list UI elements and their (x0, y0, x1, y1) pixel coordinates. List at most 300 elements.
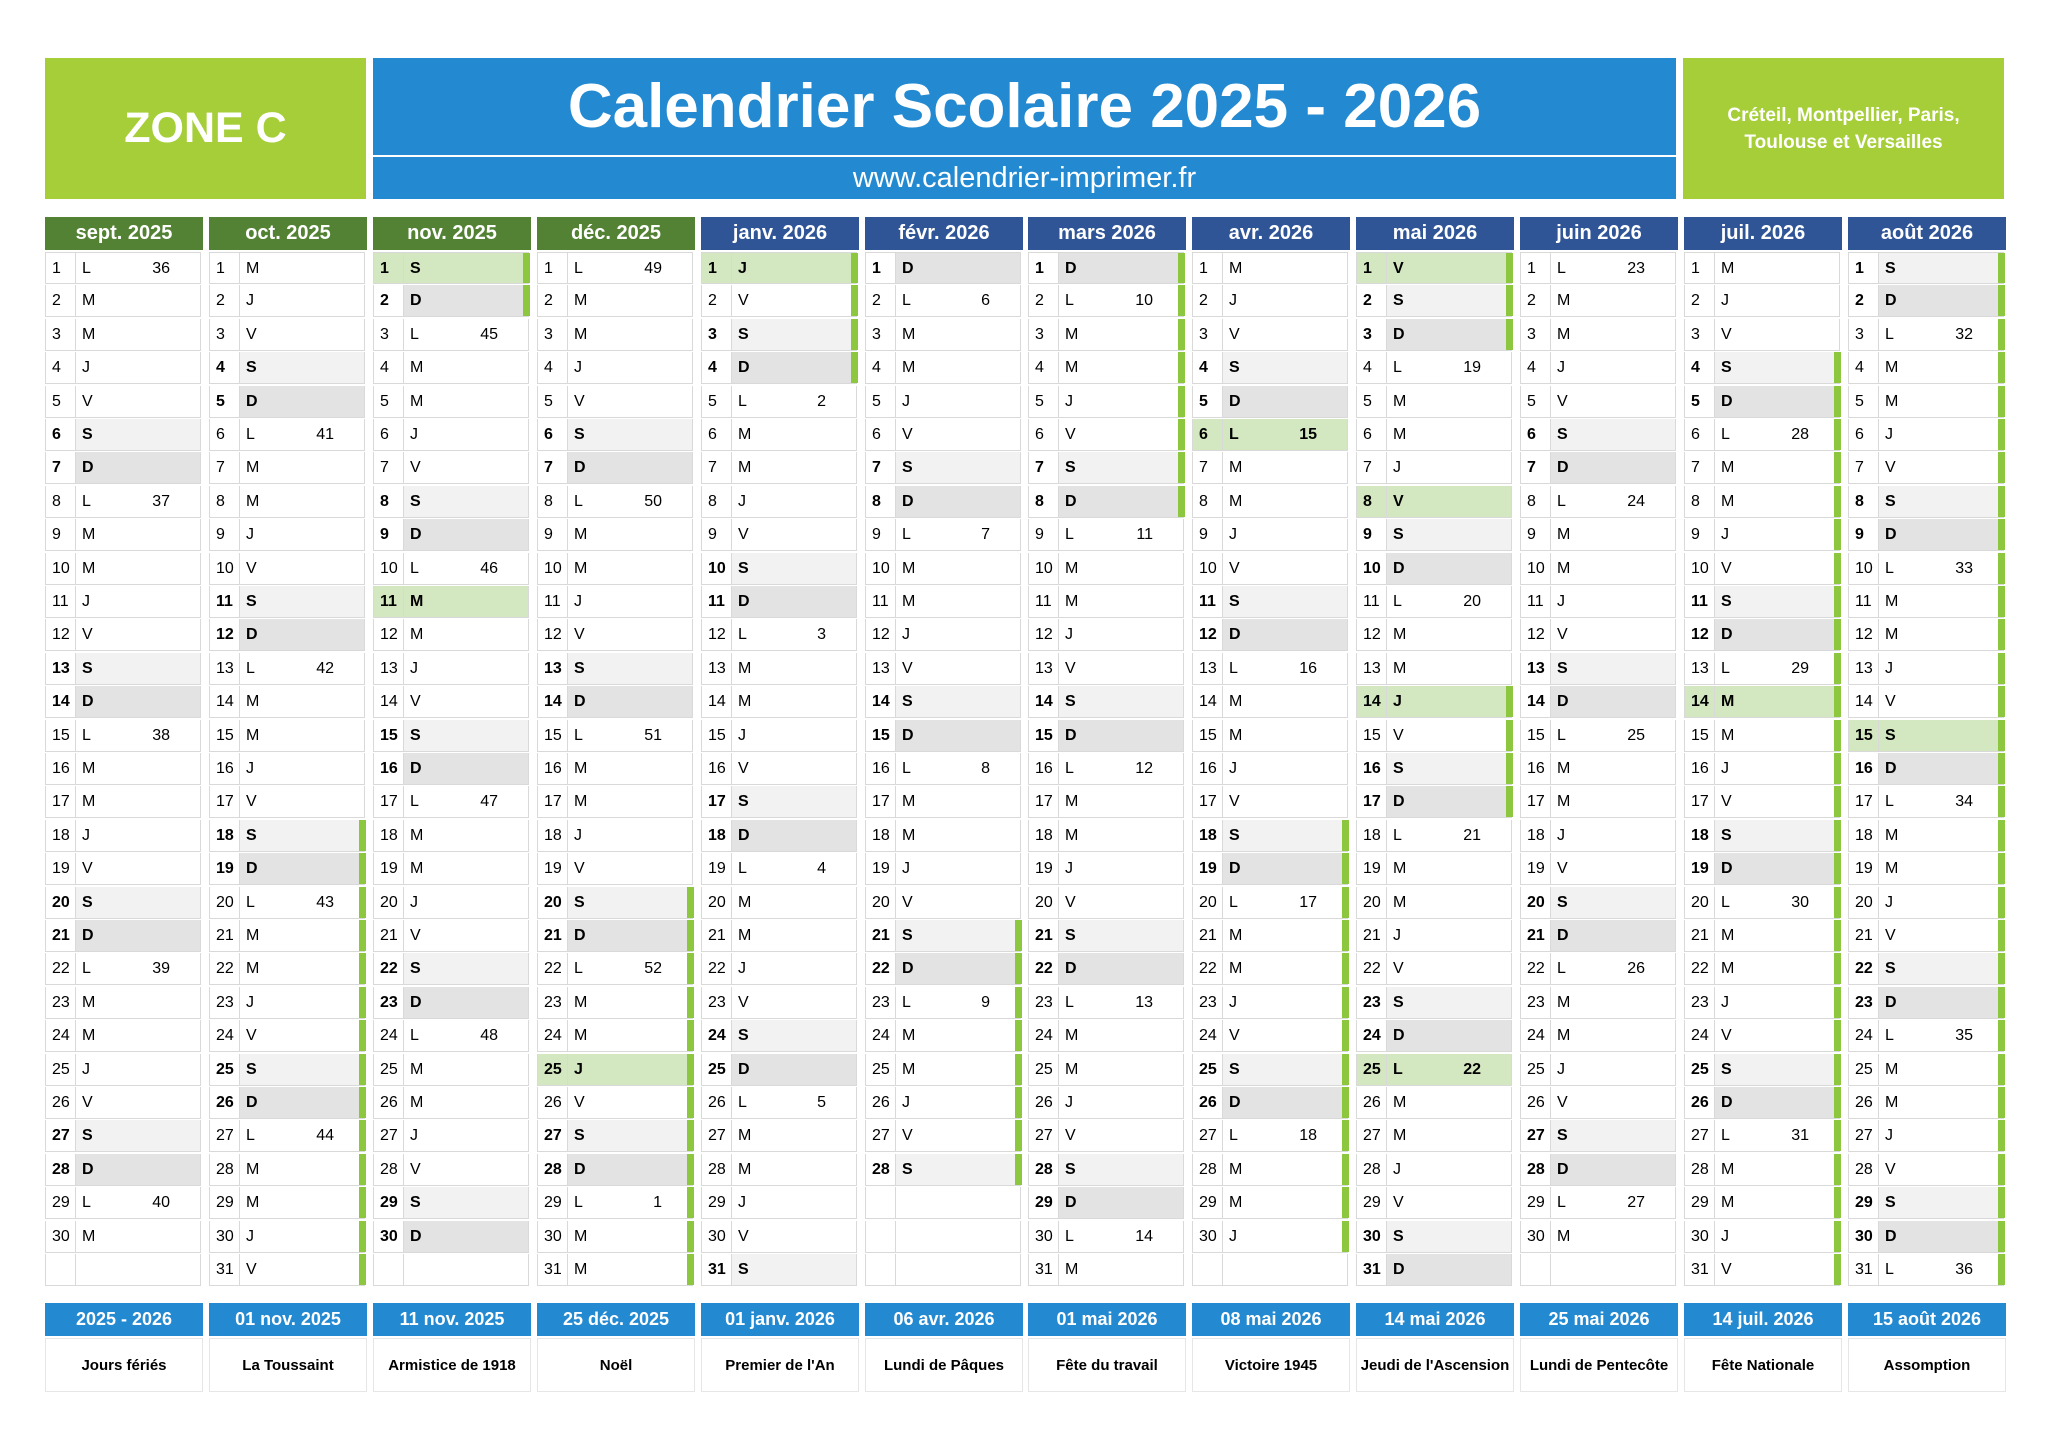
day-row (1520, 1187, 1676, 1219)
weekday-letter: M (902, 326, 916, 343)
day-row (1028, 285, 1184, 317)
weekday-letter: V (1065, 426, 1076, 443)
weekday-letter: S (246, 359, 257, 376)
day-number: 15 (872, 727, 890, 744)
weekday-letter: M (1557, 760, 1571, 777)
weekday-letter: D (410, 994, 422, 1011)
day-number: 15 (380, 727, 398, 744)
day-row (373, 419, 529, 451)
day-number: 28 (1855, 1161, 1873, 1178)
weekday-letter: D (1393, 560, 1405, 577)
week-number: 15 (1299, 426, 1317, 443)
day-number: 31 (708, 1261, 726, 1278)
day-number: 20 (1527, 894, 1545, 911)
week-number: 50 (644, 493, 662, 510)
day-row (1848, 720, 2004, 752)
day-row (865, 519, 1021, 551)
day-row (537, 887, 693, 919)
weekday-letter: V (1229, 560, 1240, 577)
week-number: 52 (644, 960, 662, 977)
day-number: 10 (1527, 560, 1545, 577)
week-number: 8 (981, 760, 990, 777)
day-row (1192, 419, 1348, 451)
day-number: 9 (1527, 526, 1536, 543)
site-url[interactable]: www.calendrier-imprimer.fr (373, 157, 1676, 199)
day-number: 21 (544, 927, 562, 944)
day-number: 28 (1527, 1161, 1545, 1178)
day-row (1028, 753, 1184, 785)
day-row (209, 1087, 365, 1119)
day-row (1684, 1221, 1840, 1253)
day-number: 16 (1035, 760, 1053, 777)
day-row (1684, 519, 1840, 551)
day-row (537, 252, 693, 284)
day-row (1520, 285, 1676, 317)
week-number: 2 (817, 393, 826, 410)
day-number: 10 (708, 560, 726, 577)
day-row (701, 920, 857, 952)
weekday-letter: J (1393, 927, 1401, 944)
day-number: 14 (216, 693, 234, 710)
day-row (1848, 1054, 2004, 1086)
day-row (701, 486, 857, 518)
week-number: 27 (1627, 1194, 1645, 1211)
weekday-letter: D (1885, 760, 1897, 777)
weekday-letter: M (1393, 426, 1407, 443)
weekday-letter: M (246, 727, 260, 744)
day-row (1356, 319, 1512, 351)
weekday-letter: S (246, 1061, 257, 1078)
weekday-letter: D (246, 626, 258, 643)
weekday-letter: J (82, 827, 90, 844)
day-row (1356, 386, 1512, 418)
day-row (865, 887, 1021, 919)
day-row (1684, 486, 1840, 518)
weekday-letter: D (246, 393, 258, 410)
day-number: 6 (708, 426, 717, 443)
weekday-letter: S (902, 1161, 913, 1178)
day-number: 23 (1199, 994, 1217, 1011)
day-number: 31 (1035, 1261, 1053, 1278)
day-row (1520, 252, 1676, 284)
day-row (1028, 452, 1184, 484)
week-number: 16 (1299, 660, 1317, 677)
day-row (1848, 753, 2004, 785)
day-number: 4 (872, 359, 881, 376)
day-row (1520, 586, 1676, 618)
day-row (1356, 920, 1512, 952)
holiday-name: Jours fériés (45, 1338, 203, 1392)
day-number: 28 (1199, 1161, 1217, 1178)
day-row (1848, 953, 2004, 985)
day-row (1192, 820, 1348, 852)
weekday-letter: V (246, 1261, 257, 1278)
day-number: 22 (544, 960, 562, 977)
day-row (701, 1154, 857, 1186)
day-number: 26 (1363, 1094, 1381, 1111)
weekday-letter: L (410, 793, 419, 810)
day-row (1192, 285, 1348, 317)
day-row (701, 1254, 857, 1286)
day-row (373, 786, 529, 818)
day-row (701, 452, 857, 484)
day-number: 1 (380, 260, 389, 277)
day-row (1356, 285, 1512, 317)
weekday-letter: V (1229, 793, 1240, 810)
day-row (865, 686, 1021, 718)
weekday-letter: D (1721, 1094, 1733, 1111)
day-row (1356, 786, 1512, 818)
day-row (373, 285, 529, 317)
day-row (373, 1187, 529, 1219)
weekday-letter: M (82, 292, 96, 309)
day-number: 19 (216, 860, 234, 877)
week-number: 21 (1463, 827, 1481, 844)
day-row (1028, 252, 1184, 284)
weekday-letter: L (1065, 292, 1074, 309)
weekday-letter: D (902, 960, 914, 977)
weekday-letter: V (246, 1027, 257, 1044)
weekday-letter: L (1393, 1061, 1403, 1078)
weekday-letter: M (738, 927, 752, 944)
day-row (1028, 1154, 1184, 1186)
weekday-letter: S (1229, 827, 1240, 844)
day-number: 6 (1035, 426, 1044, 443)
day-row (373, 753, 529, 785)
weekday-letter: V (1721, 1027, 1732, 1044)
day-row (865, 386, 1021, 418)
day-number: 22 (1691, 960, 1709, 977)
day-number: 11 (1691, 593, 1708, 610)
weekday-letter: V (1557, 393, 1568, 410)
day-row (45, 319, 201, 351)
day-row (373, 853, 529, 885)
day-number: 15 (1527, 727, 1545, 744)
weekday-letter: M (82, 760, 96, 777)
day-row (373, 920, 529, 952)
weekday-letter: V (1721, 326, 1732, 343)
weekday-letter: S (246, 827, 257, 844)
day-row (865, 853, 1021, 885)
weekday-letter: V (1557, 1094, 1568, 1111)
weekday-letter: V (1885, 693, 1896, 710)
weekday-letter: M (1393, 393, 1407, 410)
weekday-letter: D (902, 493, 914, 510)
day-number: 30 (216, 1228, 234, 1245)
day-number: 5 (380, 393, 389, 410)
day-row (537, 720, 693, 752)
day-number: 12 (872, 626, 890, 643)
day-row (45, 486, 201, 518)
day-row (45, 352, 201, 384)
weekday-letter: M (1229, 260, 1243, 277)
day-row (1356, 953, 1512, 985)
weekday-letter: M (1393, 626, 1407, 643)
day-number: 15 (544, 727, 562, 744)
weekday-letter: L (1557, 260, 1566, 277)
day-row (1028, 953, 1184, 985)
day-row (1520, 853, 1676, 885)
day-number: 5 (52, 393, 61, 410)
day-row (45, 386, 201, 418)
weekday-letter: M (1885, 626, 1899, 643)
weekday-letter: S (1721, 359, 1732, 376)
weekday-letter: L (1721, 1127, 1730, 1144)
weekday-letter: S (574, 1127, 585, 1144)
week-number: 34 (1955, 793, 1973, 810)
day-row (537, 1087, 693, 1119)
weekday-letter: D (82, 1161, 94, 1178)
day-number: 26 (872, 1094, 890, 1111)
week-number: 3 (817, 626, 826, 643)
day-row (209, 386, 365, 418)
weekday-letter: V (574, 1094, 585, 1111)
day-number: 22 (1363, 960, 1381, 977)
day-number: 5 (216, 393, 225, 410)
weekday-letter: V (574, 393, 585, 410)
day-row (865, 252, 1021, 284)
day-number: 2 (1035, 292, 1044, 309)
day-number: 12 (708, 626, 726, 643)
day-row (373, 452, 529, 484)
day-row (865, 586, 1021, 618)
weekday-letter: V (902, 660, 913, 677)
day-row (537, 753, 693, 785)
day-number: 3 (380, 326, 389, 343)
weekday-letter: J (1557, 593, 1565, 610)
weekday-letter: D (1557, 1161, 1569, 1178)
weekday-letter: M (1393, 894, 1407, 911)
weekday-letter: J (902, 393, 910, 410)
weekday-letter: D (1229, 626, 1241, 643)
day-number: 12 (1199, 626, 1217, 643)
month-column (1848, 217, 2006, 1287)
day-row (1684, 853, 1840, 885)
day-row (45, 1120, 201, 1152)
day-number: 16 (1855, 760, 1873, 777)
day-number: 25 (1363, 1061, 1381, 1078)
day-row (1192, 352, 1348, 384)
day-number: 16 (1527, 760, 1545, 777)
day-row (1192, 720, 1348, 752)
empty-day-row (865, 1254, 1021, 1286)
day-row (1848, 686, 2004, 718)
weekday-letter: M (1557, 1027, 1571, 1044)
day-row (45, 686, 201, 718)
weekday-letter: M (902, 827, 916, 844)
weekday-letter: J (1885, 1127, 1893, 1144)
day-row (209, 953, 365, 985)
day-number: 10 (1855, 560, 1873, 577)
day-row (209, 720, 365, 752)
weekday-letter: V (738, 292, 749, 309)
week-number: 36 (1955, 1261, 1973, 1278)
day-row (209, 1187, 365, 1219)
day-number: 30 (380, 1228, 398, 1245)
empty-day-row (865, 1221, 1021, 1253)
day-row (537, 319, 693, 351)
day-row (1684, 820, 1840, 852)
empty-day-row (1520, 1254, 1676, 1286)
day-row (1028, 1020, 1184, 1052)
weekday-letter: M (1065, 1027, 1079, 1044)
weekday-letter: L (1393, 359, 1402, 376)
day-row (1192, 619, 1348, 651)
weekday-letter: L (738, 1094, 747, 1111)
week-number: 31 (1791, 1127, 1809, 1144)
day-number: 14 (1199, 693, 1217, 710)
weekday-letter: L (1885, 326, 1894, 343)
weekday-letter: J (82, 1061, 90, 1078)
day-row (45, 1020, 201, 1052)
weekday-letter: S (410, 493, 421, 510)
day-row (209, 1221, 365, 1253)
day-number: 31 (1363, 1261, 1381, 1278)
day-number: 16 (1363, 760, 1381, 777)
day-number: 6 (1199, 426, 1208, 443)
weekday-letter: L (1065, 994, 1074, 1011)
day-number: 20 (52, 894, 70, 911)
week-number: 40 (152, 1194, 170, 1211)
day-row (701, 1187, 857, 1219)
day-row (537, 686, 693, 718)
day-row (373, 953, 529, 985)
empty-day-row (373, 1254, 529, 1286)
weekday-letter: J (82, 359, 90, 376)
weekday-letter: M (1065, 827, 1079, 844)
day-number: 2 (1363, 292, 1372, 309)
day-row (1356, 820, 1512, 852)
day-row (209, 786, 365, 818)
day-row (537, 519, 693, 551)
weekday-letter: M (738, 894, 752, 911)
weekday-letter: D (902, 260, 914, 277)
day-number: 7 (1035, 459, 1044, 476)
day-row (701, 686, 857, 718)
weekday-letter: D (1393, 793, 1405, 810)
day-number: 11 (1527, 593, 1544, 610)
weekday-letter: J (410, 426, 418, 443)
weekday-letter: D (410, 760, 422, 777)
day-row (1356, 452, 1512, 484)
weekday-letter: J (1065, 860, 1073, 877)
day-number: 4 (1527, 359, 1536, 376)
day-number: 5 (1199, 393, 1208, 410)
day-row (209, 987, 365, 1019)
day-row (701, 553, 857, 585)
day-number: 29 (1035, 1194, 1053, 1211)
day-number: 28 (1035, 1161, 1053, 1178)
weekday-letter: M (82, 793, 96, 810)
day-number: 1 (1691, 260, 1700, 277)
day-row (701, 953, 857, 985)
day-number: 24 (1691, 1027, 1709, 1044)
weekday-letter: V (410, 927, 421, 944)
day-row (1520, 1154, 1676, 1186)
weekday-letter: S (1557, 660, 1568, 677)
day-row (1520, 1120, 1676, 1152)
day-number: 3 (52, 326, 61, 343)
cities-line-2: Toulouse et Versailles (1744, 131, 1943, 153)
day-row (1356, 753, 1512, 785)
day-number: 14 (544, 693, 562, 710)
week-number: 36 (152, 260, 170, 277)
week-number: 35 (1955, 1027, 1973, 1044)
weekday-letter: J (1229, 760, 1237, 777)
day-row (1028, 920, 1184, 952)
day-number: 12 (1691, 626, 1709, 643)
day-row (209, 653, 365, 685)
day-row (1684, 553, 1840, 585)
day-row (1192, 953, 1348, 985)
day-number: 9 (216, 526, 225, 543)
day-number: 27 (872, 1127, 890, 1144)
day-number: 9 (708, 526, 717, 543)
day-row (1520, 786, 1676, 818)
weekday-letter: S (902, 459, 913, 476)
weekday-letter: S (1065, 693, 1076, 710)
day-number: 14 (1855, 693, 1873, 710)
day-row (1028, 1221, 1184, 1253)
weekday-letter: V (1065, 660, 1076, 677)
day-number: 16 (216, 760, 234, 777)
weekday-letter: M (1229, 1194, 1243, 1211)
weekday-letter: L (410, 560, 419, 577)
day-number: 10 (1035, 560, 1053, 577)
day-row (537, 987, 693, 1019)
month-header: déc. 2025 (537, 217, 695, 250)
day-number: 4 (380, 359, 389, 376)
day-number: 29 (1199, 1194, 1217, 1211)
weekday-letter: M (574, 326, 588, 343)
day-number: 26 (708, 1094, 726, 1111)
weekday-letter: D (738, 593, 750, 610)
day-row (701, 619, 857, 651)
day-number: 19 (1855, 860, 1873, 877)
weekday-letter: S (1721, 827, 1732, 844)
weekday-letter: M (1065, 593, 1079, 610)
weekday-letter: M (902, 1027, 916, 1044)
weekday-letter: D (1065, 727, 1077, 744)
day-number: 6 (1527, 426, 1536, 443)
day-number: 3 (1691, 326, 1700, 343)
weekday-letter: M (1557, 793, 1571, 810)
day-number: 18 (216, 827, 234, 844)
weekday-letter: J (246, 1228, 254, 1245)
weekday-letter: J (246, 526, 254, 543)
day-number: 29 (1691, 1194, 1709, 1211)
weekday-letter: D (246, 860, 258, 877)
holiday-name: Lundi de Pâques (865, 1338, 1023, 1392)
weekday-letter: D (1393, 1027, 1405, 1044)
day-number: 13 (1035, 660, 1053, 677)
day-row (1192, 1020, 1348, 1052)
weekday-letter: M (410, 626, 424, 643)
weekday-letter: M (82, 1228, 96, 1245)
day-row (1520, 887, 1676, 919)
day-number: 18 (52, 827, 70, 844)
day-row (1684, 786, 1840, 818)
day-row (1520, 987, 1676, 1019)
day-row (1520, 653, 1676, 685)
weekday-letter: D (1065, 1194, 1077, 1211)
weekday-letter: V (738, 1228, 749, 1245)
day-number: 3 (1363, 326, 1372, 343)
weekday-letter: M (1721, 693, 1735, 710)
weekday-letter: J (1229, 1228, 1237, 1245)
weekday-letter: L (1229, 894, 1238, 911)
weekday-letter: L (574, 493, 583, 510)
